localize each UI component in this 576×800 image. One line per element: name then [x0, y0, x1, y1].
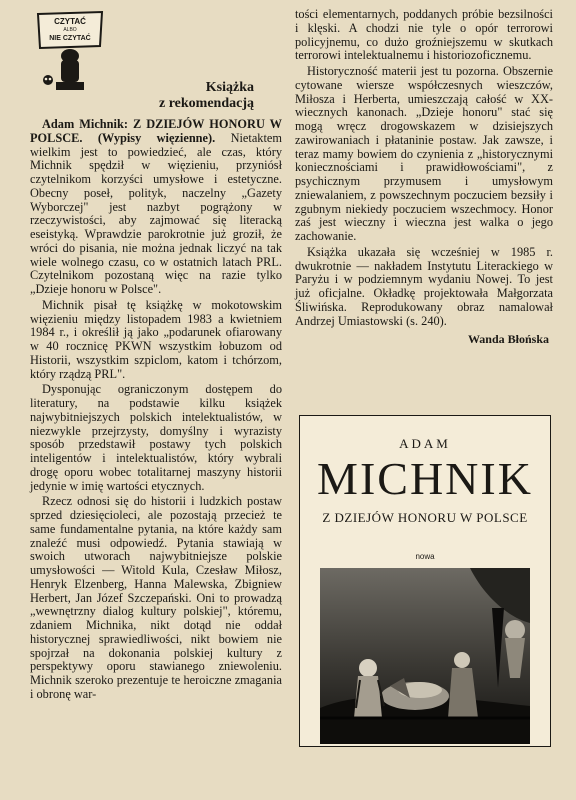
article-paragraph: Historyczność materii jest tu pozorna. Obszernie cytowane wiersze współczesnych wieszczów, Miłosza i Herberta, umieszczają całość w XX-wiecznych kanonach. „Dzieje honoru" stać się mogą wręcz drogowskazem w dzisiejszych zawirowaniach i płataninie postaw. Jak zawsze, i teraz mamy bowiem do czynienia z „historycznymi koniecznościami i prawidłowościami", z psychicznym przymusem i umysłowym zniewalaniem, z powszechnym poczuciem bezsiły i zgubnym niekiedy poczuciem wszechmocy. Honor zaś jest wieczny i wieczna jest walka o jego zachowanie. — [295, 64, 553, 243]
cover-author-surname: MICHNIK — [317, 453, 533, 504]
article-paragraph: Rzecz odnosi się do historii i ludzkich postaw sprzed dziesięcioleci, ale pozostają przecież te same fundamentalne pytania, na które każdy sam znaleźć musi odpowiedź. Pytania stawiają w swoich utworach najwybitniejsze polskie umysłowości — Witold Kula, Czesław Miłosz, Henryk Elzenberg, Hanna Malewska, Zbigniew Herbert, Jan Józef Szczepański. Oni to prowadzą „wewnętrzny dialog kultury polskiej", któremu, zdaniem Michnika, nikt dotąd nie oddał historycznej sprawiedliwości, nikt bowiem nie spojrzał na dokonania polskiej kultury z perspektywy oporu stawianego zniewoleniu. Michnik szeroko prezentuje te heroiczne zmagania i obronę war- — [30, 494, 282, 701]
article-paragraph: Dysponując ograniczonym dostępem do literatury, na podstawie kilku książek najwybitniejszych polskich intelektualistów, w niezwykle przejrzysty, domyślny i wyrazisty sposób przedstawił postawy tych polskich inteligentów i intelektualistów, który wybrali drogę oporu wobec totalitarnej maszyny historii jedynie w imię wartości etycznych. — [30, 382, 282, 493]
article-paragraph: Michnik pisał tę książkę w mokotowskim więzieniu między listopadem 1983 a kwietniem 1984 r., i określił ją jako „podarunek ofiarowany w 40 rocznicę PKWN wszystkim łobuzom od Historii, wszystkim szpiclom, katom i tchórzom, który rządzą PRL". — [30, 297, 282, 381]
logo-line-3: NIE CZYTAĆ — [49, 35, 91, 42]
logo-line-1: CZYTAĆ — [54, 17, 86, 26]
right-column — [295, 8, 553, 347]
author-signature: Wanda Błońska — [467, 332, 549, 347]
book-cover — [299, 415, 551, 747]
cover-painting — [320, 568, 530, 744]
logo-line-2: ALBO — [63, 27, 77, 33]
left-column — [30, 8, 282, 702]
cover-author-firstname: ADAM — [399, 436, 451, 451]
article-paragraph: Książka ukazała się wcześniej w 1985 r. dwukrotnie — nakładem Instytutu Literackiego w Paryżu i w podziemnym wydaniu Nowej. To jest już oficjalne. Okładkę projektowała Małgorzata Śliwińska. Reprodukowany obraz namalował Andrzej Umiastowski (s. 240). — [295, 244, 553, 328]
heading-line-2: z rekomendacją — [159, 96, 254, 111]
lead-book-title: Z DZIEJÓW HONORU W POLSCE. (Wypisy więzienne). — [30, 117, 282, 145]
lead-author: Adam Michnik: — [42, 117, 128, 131]
heading-line-1: Książka — [205, 80, 254, 95]
lead-paragraph — [30, 118, 282, 297]
article-paragraph: tości elementarnych, poddanych próbie bezsilności i klęski. A chodzi nie tyle o opór terrorowi policyjnemu, co dużo groźniejszemu w skutkach terrorowi intelektualnemu i historiozoficznemu. — [295, 7, 553, 63]
lead-text: Nietaktem wielkim jest to powiedzieć, ale czas, który Michnik spędził w więzieniu, przyniósł czytelnikom korzyści umysłowe i estetyczne. Obecny poseł, polityk, naczelny „Gazety Wyborczej" jest nazbyt pogrążony w rzeczywistości, aby zajmować się literacką eseistyką. Wprawdzie parokrotnie już groził, że wróci do pisania, nie można jednak liczyć na tak wiele wolnego czasu, co w ostatnich latach PRL. Czytelnikom pozostaną więc na razie tylko „Dzieje honoru w Polsce". — [30, 130, 282, 296]
cover-publisher: nowa — [415, 552, 435, 561]
cover-subtitle: Z DZIEJÓW HONORU W POLSCE — [322, 510, 528, 525]
article-heading — [155, 80, 282, 112]
